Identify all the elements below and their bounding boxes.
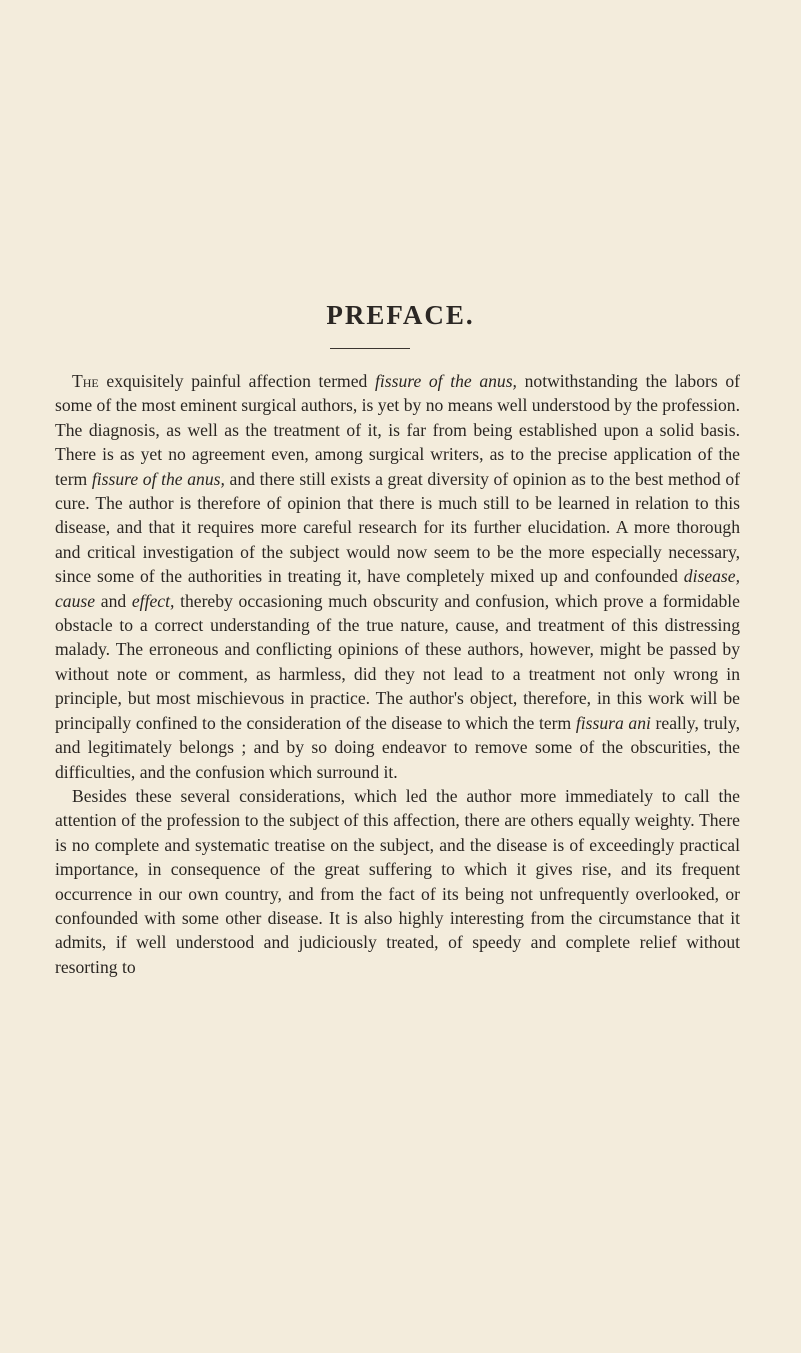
- italic-term: fissure of the anus,: [374, 371, 517, 391]
- text-segment: thereby occasioning much obscurity and confusion, which prove a formidable obstacle to a correct understanding of the true nature, cause, and treatment of this distressing malady. The erroneous and conflicting opinions of these authors, however, might be passed by without note or comment, as harmless, did they not lead to a treatment not only wrong in principle, but most mischievous in practice. The author's object, therefore, in this work will be principally confined to the consideration of the disease to which the term: [55, 590, 740, 733]
- text-segment: notwithstanding the labors of some of the most eminent surgical authors, is yet by no means well understood by the profession. The diagnosis, as well as the treatment of it, is far from being established upon a solid basis. There is as yet no agreement even, among surgical writers, as to the precise application of the term: [55, 371, 741, 489]
- italic-term: fissura ani: [575, 712, 651, 733]
- italic-term: disease, cause: [55, 566, 740, 611]
- page-title: PREFACE.: [326, 300, 475, 330]
- italic-term: fissure of the anus,: [91, 468, 225, 489]
- text-segment: really, truly, and legitimately belongs ; and by so doing endeavor to remove some of the obscurities, the difficulties, and the confusion which surround it.: [55, 712, 740, 782]
- text-segment: exquisitely painful affection termed: [98, 371, 375, 391]
- italic-term: effect,: [131, 590, 175, 611]
- paragraph-2: [55, 784, 740, 979]
- text-segment: and: [95, 590, 132, 611]
- text-segment: and there still exists a great diversity of opinion as to the best method of cure. The author is therefore of opinion that there is much still to be learned in relation to this disease, and that it requires more careful research for its further elucidation. A more thorough and critical investigation of the subject would now seem to be the more especially necessary, since some of the authorities in treating it, have completely mixed up and confounded: [55, 468, 741, 587]
- lead-word: The: [72, 371, 99, 391]
- title-divider: [330, 348, 410, 349]
- text-segment: Besides these several considerations, which led the author more immediately to call the attention of the profession to the subject of this affection, there are others equally weighty. There is no complete and systematic treatise on the subject, and the disease is of exceedingly practical importance, in consequence of the great suffering to which it gives rise, and its frequent occurrence in our own country, and from the fact of its being not unfrequently overlooked, or confounded with some other disease. It is also highly interesting from the circumstance that it admits, if well understood and judiciously treated, of speedy and complete relief without resorting to: [55, 785, 740, 977]
- paragraph-1: [55, 369, 740, 784]
- body-text: [55, 369, 740, 979]
